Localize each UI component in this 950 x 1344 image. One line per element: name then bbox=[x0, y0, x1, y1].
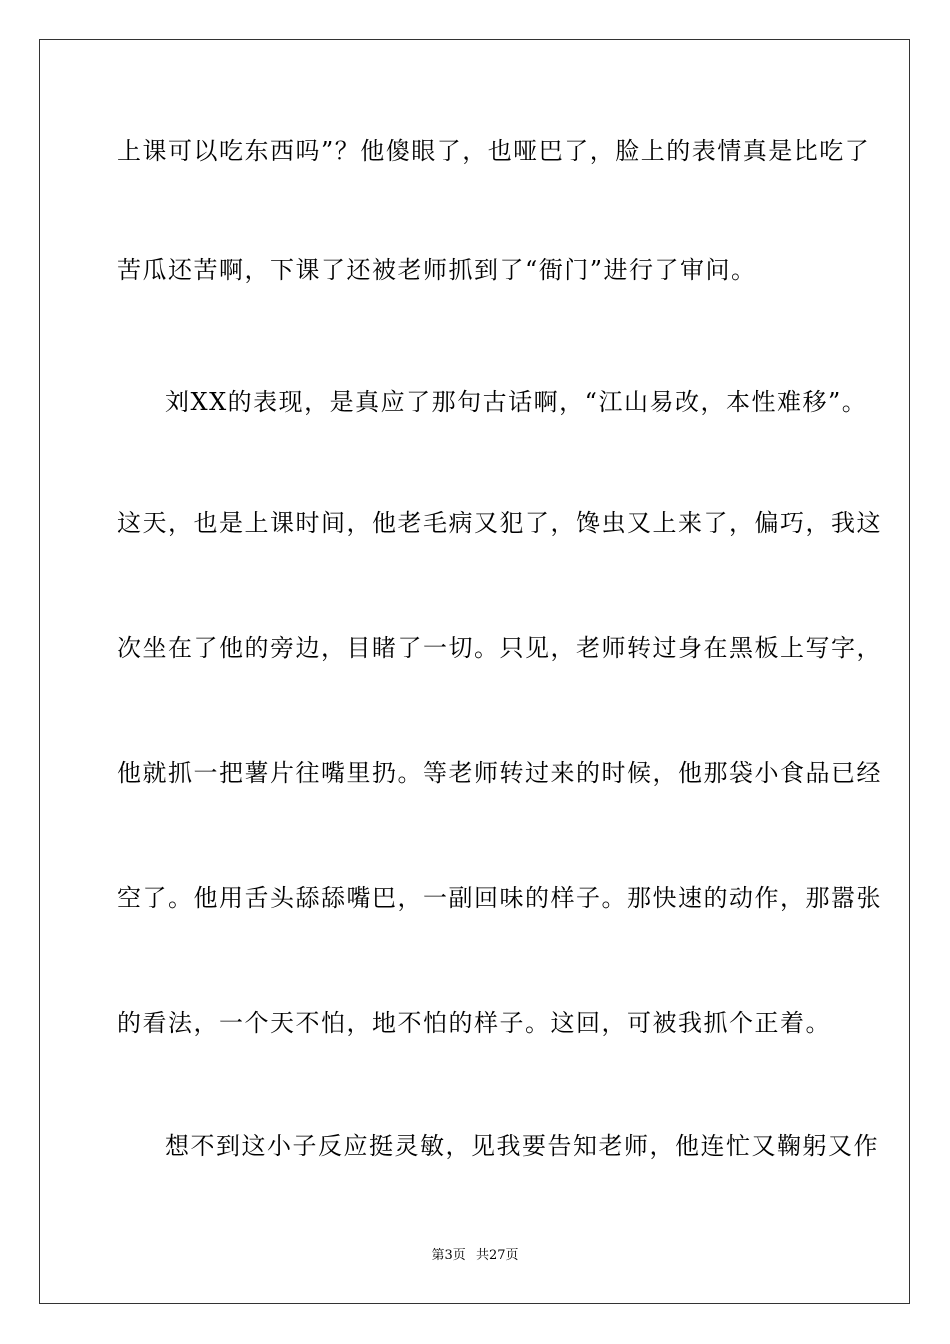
page-number: 第3页 bbox=[431, 1248, 466, 1263]
page-footer bbox=[0, 1248, 950, 1264]
paragraph-start-line: 刘XX的表现，是真应了那句古话啊，“江山易改，本性难移”。 bbox=[165, 388, 868, 416]
text-line: 空了。他用舌头舔舔嘴巴，一副回味的样子。那快速的动作，那嚣张 bbox=[117, 884, 882, 912]
text-line: 苦瓜还苦啊，下课了还被老师抓到了“衙门”进行了审问。 bbox=[117, 256, 757, 284]
text-line: 上课可以吃东西吗”？他傻眼了，也哑巴了，脸上的表情真是比吃了 bbox=[117, 137, 871, 165]
text-line: 的看法，一个天不怕，地不怕的样子。这回，可被我抓个正着。 bbox=[117, 1009, 831, 1037]
page-border bbox=[39, 39, 910, 1304]
text-line: 这天，也是上课时间，他老毛病又犯了，馋虫又上来了，偏巧，我这 bbox=[117, 509, 882, 537]
text-line: 他就抓一把薯片往嘴里扔。等老师转过来的时候，他那袋小食品已经 bbox=[117, 759, 882, 787]
paragraph-start-line: 想不到这小子反应挺灵敏，见我要告知老师，他连忙又鞠躬又作 bbox=[165, 1132, 879, 1160]
total-pages: 共27页 bbox=[475, 1248, 519, 1263]
text-line: 次坐在了他的旁边，目睹了一切。只见，老师转过身在黑板上写字， bbox=[117, 634, 882, 662]
